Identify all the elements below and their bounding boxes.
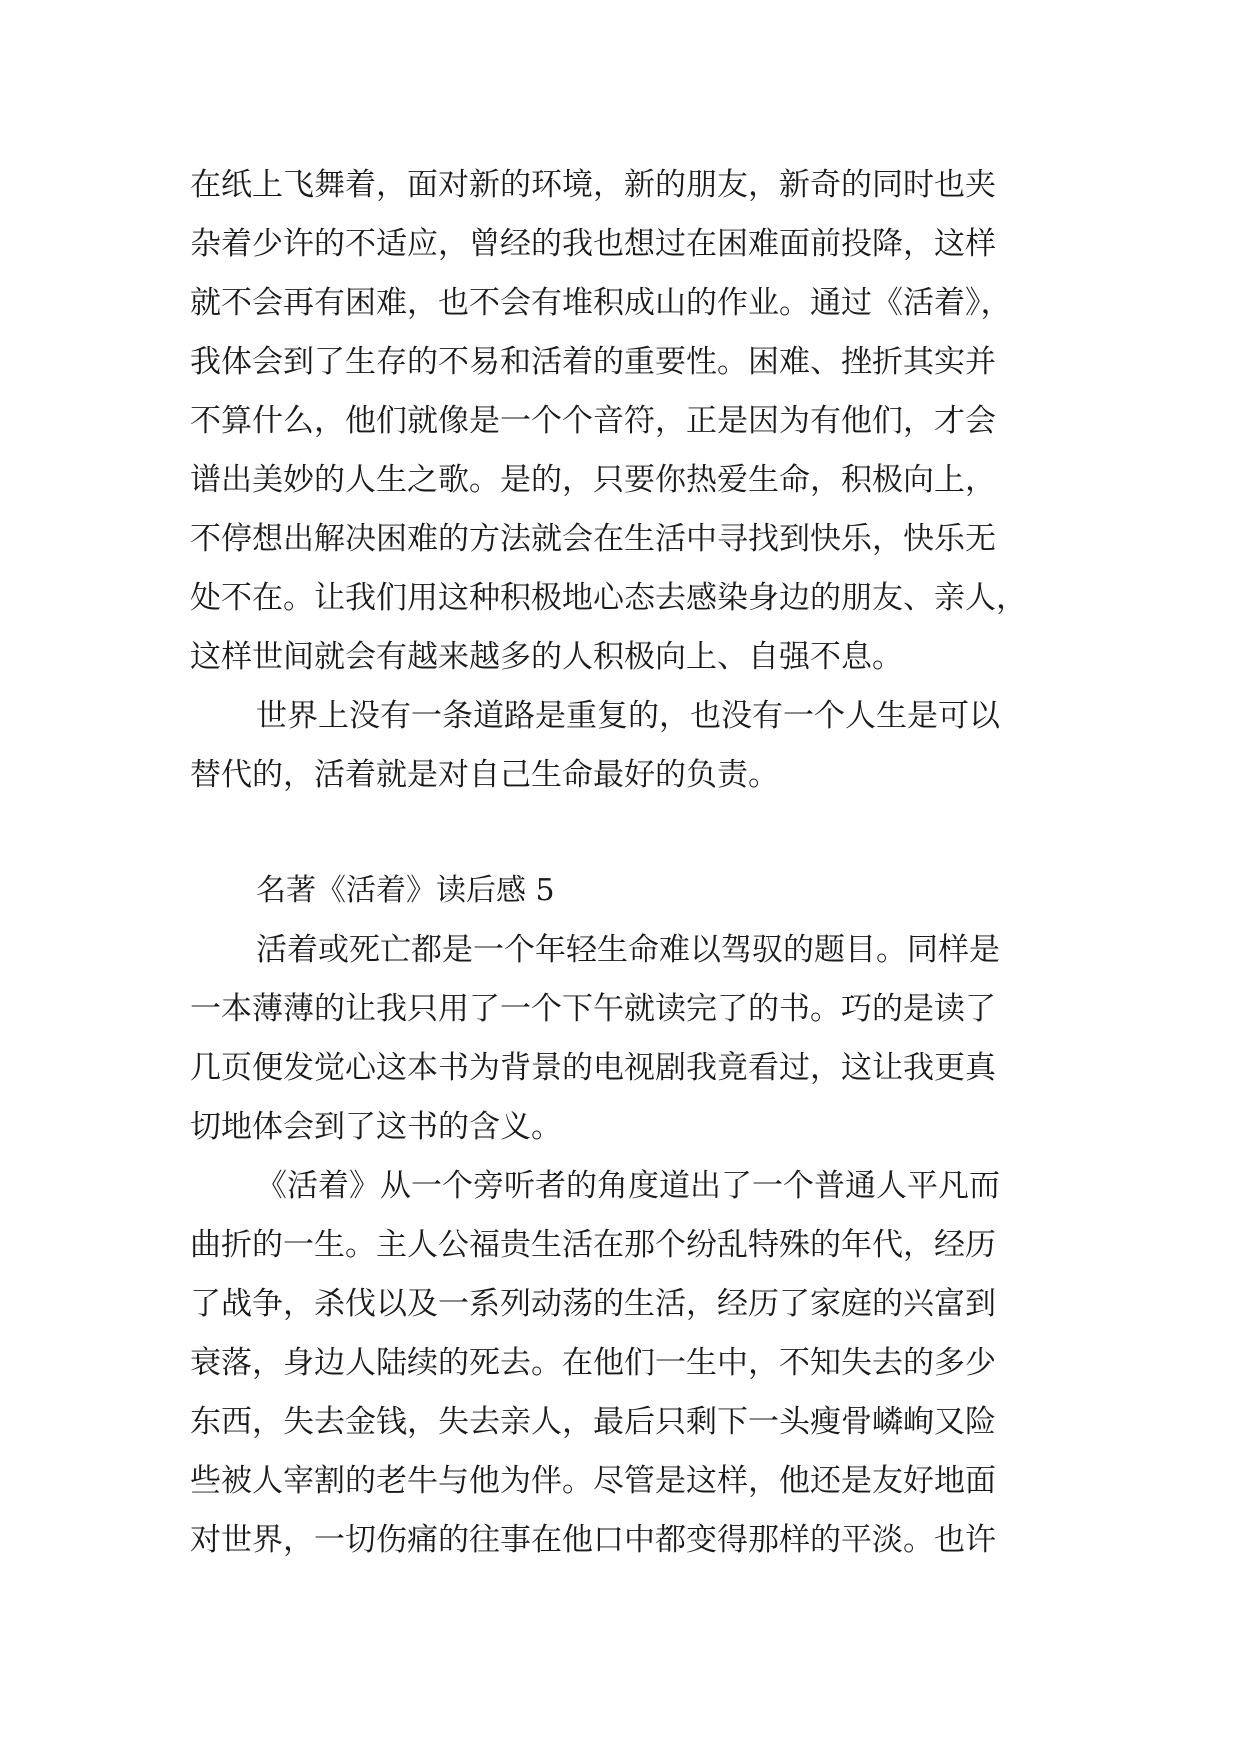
paragraph-line: 东西，失去金钱，失去亲人，最后只剩下一头瘦骨嶙峋又险 (190, 1404, 996, 1440)
paragraph-line: 就不会再有困难，也不会有堆积成山的作业。通过《活着》， (190, 285, 1012, 321)
paragraph-line: 我体会到了生存的不易和活着的重要性。困难、挫折其实并 (190, 344, 996, 380)
paragraph-line: 杂着少许的不适应，曾经的我也想过在困难面前投降，这样 (190, 226, 996, 262)
paragraph-line: 活着或死亡都是一个年轻生命难以驾驭的题目。同样是 (256, 932, 1000, 968)
paragraph-line: 《活着》从一个旁听者的角度道出了一个普通人平凡而 (256, 1168, 1000, 1204)
paragraph-line: 一本薄薄的让我只用了一个下午就读完了的书。巧的是读了 (190, 991, 996, 1027)
paragraph-line: 世界上没有一条道路是重复的，也没有一个人生是可以 (256, 698, 1000, 734)
paragraph-line: 些被人宰割的老牛与他为伴。尽管是这样，他还是友好地面 (190, 1463, 996, 1499)
paragraph-line: 几页便发觉心这本书为背景的电视剧我竟看过，这让我更真 (190, 1050, 996, 1086)
paragraph-line: 替代的，活着就是对自己生命最好的负责。 (190, 757, 779, 793)
paragraph-line: 不停想出解决困难的方法就会在生活中寻找到快乐，快乐无 (190, 521, 996, 557)
paragraph-line: 处不在。让我们用这种积极地心态去感染身边的朋友、亲人， (190, 580, 1027, 616)
paragraph-line: 不算什么，他们就像是一个个音符，正是因为有他们，才会 (190, 403, 996, 439)
paragraph-line: 谱出美妙的人生之歌。是的，只要你热爱生命，积极向上， (190, 462, 996, 498)
paragraph-line: 衰落，身边人陆续的死去。在他们一生中，不知失去的多少 (190, 1345, 996, 1381)
paragraph-line: 了战争，杀伐以及一系列动荡的生活，经历了家庭的兴富到 (190, 1286, 996, 1322)
paragraph-line: 切地体会到了这书的含义。 (190, 1109, 562, 1145)
paragraph-line: 这样世间就会有越来越多的人积极向上、自强不息。 (190, 639, 903, 675)
paragraph-line: 在纸上飞舞着，面对新的环境，新的朋友，新奇的同时也夹 (190, 167, 996, 203)
paragraph-line: 对世界，一切伤痛的往事在他口中都变得那样的平淡。也许 (190, 1522, 996, 1558)
section-heading: 名著《活着》读后感 5 (256, 873, 555, 908)
paragraph-line: 曲折的一生。主人公福贵生活在那个纷乱特殊的年代，经历 (190, 1227, 996, 1263)
